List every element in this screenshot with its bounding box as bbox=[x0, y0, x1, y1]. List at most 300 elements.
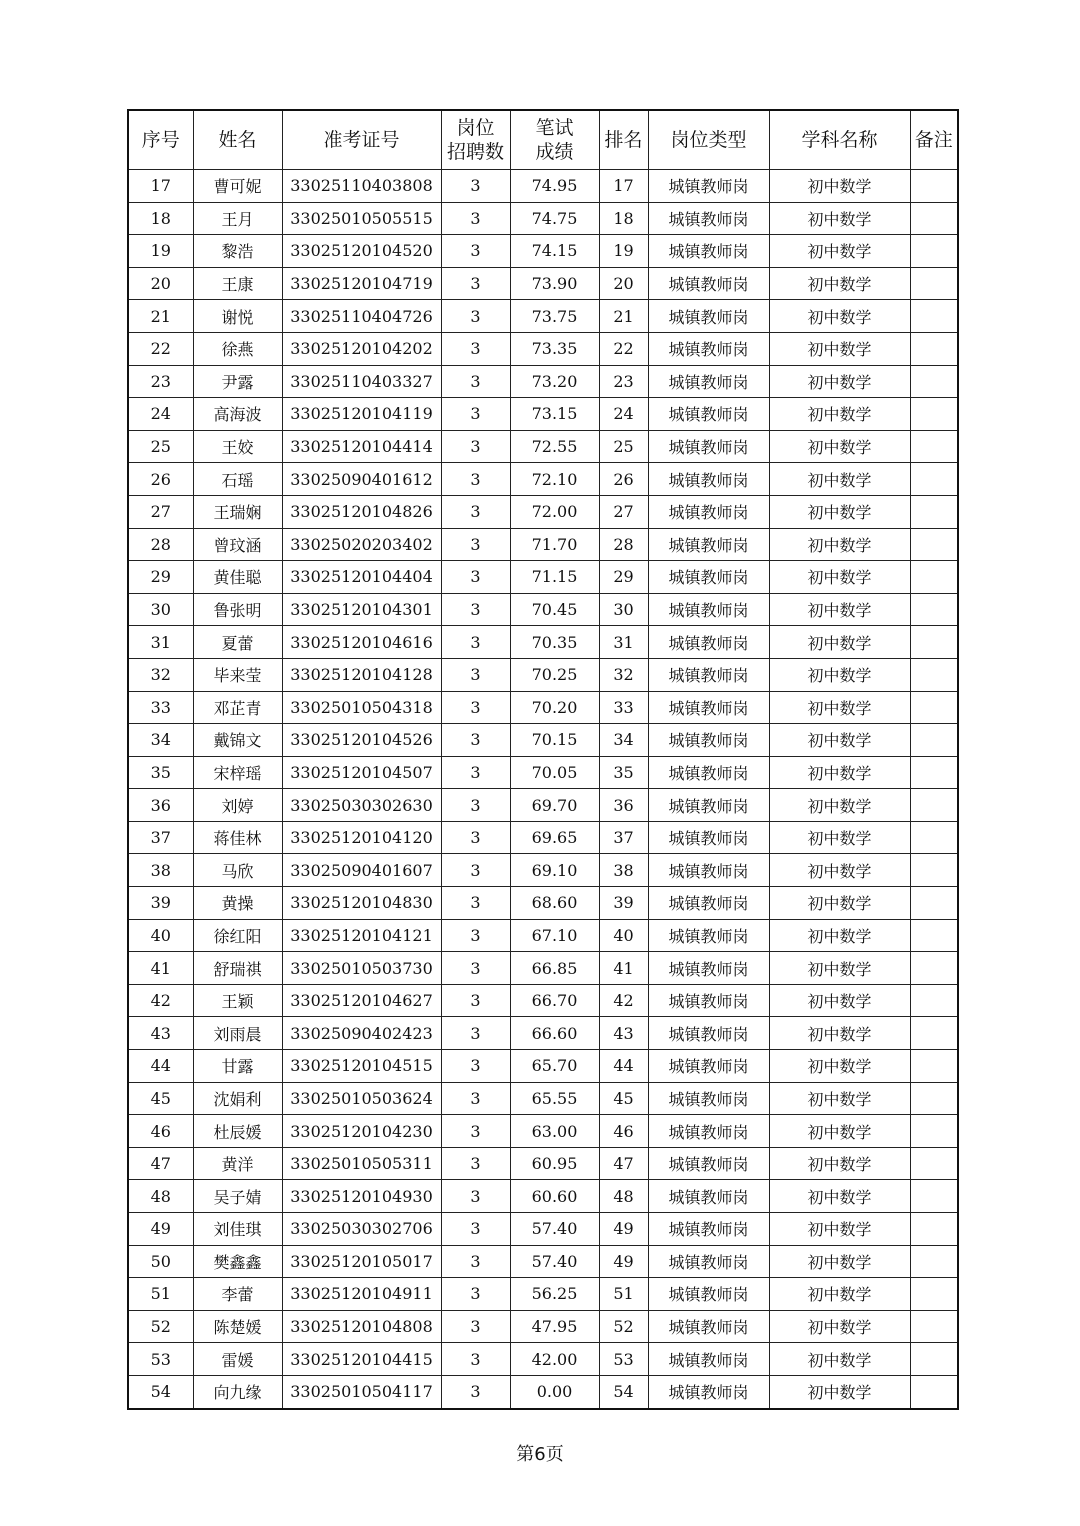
table-row bbox=[128, 170, 958, 203]
table-row bbox=[128, 1343, 958, 1376]
cell-exam-id: 33025110404726 bbox=[282, 300, 441, 333]
cell-subject: 初中数学 bbox=[769, 235, 910, 268]
cell-subject: 初中数学 bbox=[769, 332, 910, 365]
cell-name: 王瑞娴 bbox=[193, 495, 282, 528]
cell-score: 72.10 bbox=[510, 463, 599, 496]
cell-quota: 3 bbox=[441, 365, 510, 398]
cell-name: 李蕾 bbox=[193, 1278, 282, 1311]
cell-seq: 43 bbox=[128, 1017, 193, 1050]
cell-remark bbox=[910, 235, 958, 268]
cell-rank: 30 bbox=[599, 593, 648, 626]
cell-exam-id: 33025120104627 bbox=[282, 984, 441, 1017]
cell-subject: 初中数学 bbox=[769, 1180, 910, 1213]
cell-rank: 53 bbox=[599, 1343, 648, 1376]
cell-subject: 初中数学 bbox=[769, 691, 910, 724]
table-row bbox=[128, 235, 958, 268]
cell-seq: 38 bbox=[128, 854, 193, 887]
cell-seq: 23 bbox=[128, 365, 193, 398]
cell-rank: 49 bbox=[599, 1213, 648, 1246]
table-row bbox=[128, 365, 958, 398]
cell-rank: 36 bbox=[599, 789, 648, 822]
header-quota-line2: 招聘数 bbox=[446, 141, 504, 163]
cell-remark bbox=[910, 1082, 958, 1115]
table-row bbox=[128, 724, 958, 757]
cell-quota: 3 bbox=[441, 561, 510, 594]
cell-post-type: 城镇教师岗 bbox=[648, 430, 769, 463]
cell-name: 舒瑞祺 bbox=[193, 952, 282, 985]
cell-post-type: 城镇教师岗 bbox=[648, 300, 769, 333]
cell-subject: 初中数学 bbox=[769, 1050, 910, 1083]
table-row bbox=[128, 267, 958, 300]
cell-subject: 初中数学 bbox=[769, 463, 910, 496]
cell-subject: 初中数学 bbox=[769, 756, 910, 789]
cell-remark bbox=[910, 1245, 958, 1278]
cell-quota: 3 bbox=[441, 170, 510, 203]
cell-exam-id: 33025120104507 bbox=[282, 756, 441, 789]
cell-subject: 初中数学 bbox=[769, 170, 910, 203]
cell-exam-id: 33025090401607 bbox=[282, 854, 441, 887]
cell-seq: 48 bbox=[128, 1180, 193, 1213]
cell-remark bbox=[910, 984, 958, 1017]
cell-post-type: 城镇教师岗 bbox=[648, 854, 769, 887]
cell-post-type: 城镇教师岗 bbox=[648, 267, 769, 300]
cell-rank: 33 bbox=[599, 691, 648, 724]
cell-subject: 初中数学 bbox=[769, 1213, 910, 1246]
table-row bbox=[128, 756, 958, 789]
cell-exam-id: 33025010504117 bbox=[282, 1375, 441, 1408]
table-row bbox=[128, 1017, 958, 1050]
cell-name: 黄操 bbox=[193, 887, 282, 920]
cell-quota: 3 bbox=[441, 1213, 510, 1246]
cell-seq: 17 bbox=[128, 170, 193, 203]
cell-subject: 初中数学 bbox=[769, 1278, 910, 1311]
cell-remark bbox=[910, 952, 958, 985]
cell-rank: 22 bbox=[599, 332, 648, 365]
cell-post-type: 城镇教师岗 bbox=[648, 1017, 769, 1050]
cell-seq: 40 bbox=[128, 919, 193, 952]
cell-name: 雷媛 bbox=[193, 1343, 282, 1376]
cell-exam-id: 33025120104202 bbox=[282, 332, 441, 365]
cell-remark bbox=[910, 1278, 958, 1311]
cell-exam-id: 33025010504318 bbox=[282, 691, 441, 724]
cell-score: 0.00 bbox=[510, 1375, 599, 1408]
cell-remark bbox=[910, 1375, 958, 1408]
cell-name: 石瑶 bbox=[193, 463, 282, 496]
cell-rank: 23 bbox=[599, 365, 648, 398]
cell-post-type: 城镇教师岗 bbox=[648, 1082, 769, 1115]
cell-remark bbox=[910, 1180, 958, 1213]
cell-exam-id: 33025120104230 bbox=[282, 1115, 441, 1148]
cell-score: 70.25 bbox=[510, 658, 599, 691]
cell-name: 高海波 bbox=[193, 398, 282, 431]
cell-post-type: 城镇教师岗 bbox=[648, 789, 769, 822]
cell-seq: 35 bbox=[128, 756, 193, 789]
cell-remark bbox=[910, 267, 958, 300]
cell-subject: 初中数学 bbox=[769, 1082, 910, 1115]
cell-remark bbox=[910, 626, 958, 659]
cell-subject: 初中数学 bbox=[769, 984, 910, 1017]
cell-remark bbox=[910, 1115, 958, 1148]
cell-remark bbox=[910, 756, 958, 789]
cell-post-type: 城镇教师岗 bbox=[648, 593, 769, 626]
cell-score: 67.10 bbox=[510, 919, 599, 952]
cell-rank: 27 bbox=[599, 495, 648, 528]
cell-remark bbox=[910, 495, 958, 528]
cell-quota: 3 bbox=[441, 821, 510, 854]
cell-score: 68.60 bbox=[510, 887, 599, 920]
table-row bbox=[128, 1245, 958, 1278]
cell-name: 王姣 bbox=[193, 430, 282, 463]
cell-remark bbox=[910, 854, 958, 887]
cell-post-type: 城镇教师岗 bbox=[648, 1245, 769, 1278]
cell-post-type: 城镇教师岗 bbox=[648, 756, 769, 789]
cell-exam-id: 33025120104415 bbox=[282, 1343, 441, 1376]
cell-quota: 3 bbox=[441, 430, 510, 463]
table-row bbox=[128, 300, 958, 333]
cell-seq: 53 bbox=[128, 1343, 193, 1376]
cell-rank: 31 bbox=[599, 626, 648, 659]
cell-seq: 27 bbox=[128, 495, 193, 528]
cell-score: 66.70 bbox=[510, 984, 599, 1017]
cell-seq: 28 bbox=[128, 528, 193, 561]
cell-seq: 31 bbox=[128, 626, 193, 659]
cell-seq: 44 bbox=[128, 1050, 193, 1083]
cell-remark bbox=[910, 691, 958, 724]
cell-post-type: 城镇教师岗 bbox=[648, 1310, 769, 1343]
cell-score: 73.35 bbox=[510, 332, 599, 365]
cell-post-type: 城镇教师岗 bbox=[648, 724, 769, 757]
cell-remark bbox=[910, 170, 958, 203]
table-row bbox=[128, 1310, 958, 1343]
header-score-line2: 成绩 bbox=[535, 141, 574, 163]
cell-post-type: 城镇教师岗 bbox=[648, 332, 769, 365]
cell-subject: 初中数学 bbox=[769, 593, 910, 626]
cell-remark bbox=[910, 919, 958, 952]
cell-seq: 25 bbox=[128, 430, 193, 463]
cell-rank: 42 bbox=[599, 984, 648, 1017]
cell-post-type: 城镇教师岗 bbox=[648, 495, 769, 528]
header-subject: 学科名称 bbox=[769, 110, 910, 170]
header-score-line1: 笔试 bbox=[535, 117, 574, 139]
cell-rank: 41 bbox=[599, 952, 648, 985]
cell-score: 66.60 bbox=[510, 1017, 599, 1050]
cell-post-type: 城镇教师岗 bbox=[648, 821, 769, 854]
cell-post-type: 城镇教师岗 bbox=[648, 984, 769, 1017]
cell-rank: 44 bbox=[599, 1050, 648, 1083]
cell-exam-id: 33025120104515 bbox=[282, 1050, 441, 1083]
cell-exam-id: 33025010505311 bbox=[282, 1147, 441, 1180]
cell-quota: 3 bbox=[441, 202, 510, 235]
cell-seq: 33 bbox=[128, 691, 193, 724]
table-row bbox=[128, 821, 958, 854]
cell-subject: 初中数学 bbox=[769, 1147, 910, 1180]
cell-post-type: 城镇教师岗 bbox=[648, 1278, 769, 1311]
cell-remark bbox=[910, 463, 958, 496]
cell-name: 王月 bbox=[193, 202, 282, 235]
cell-post-type: 城镇教师岗 bbox=[648, 691, 769, 724]
table-row bbox=[128, 430, 958, 463]
cell-subject: 初中数学 bbox=[769, 202, 910, 235]
cell-score: 66.85 bbox=[510, 952, 599, 985]
cell-quota: 3 bbox=[441, 593, 510, 626]
cell-seq: 20 bbox=[128, 267, 193, 300]
table-row bbox=[128, 1147, 958, 1180]
cell-remark bbox=[910, 561, 958, 594]
cell-rank: 18 bbox=[599, 202, 648, 235]
table-row bbox=[128, 658, 958, 691]
table-body bbox=[128, 170, 958, 1409]
cell-post-type: 城镇教师岗 bbox=[648, 528, 769, 561]
cell-subject: 初中数学 bbox=[769, 300, 910, 333]
cell-score: 63.00 bbox=[510, 1115, 599, 1148]
cell-score: 71.15 bbox=[510, 561, 599, 594]
cell-name: 刘婷 bbox=[193, 789, 282, 822]
cell-subject: 初中数学 bbox=[769, 1017, 910, 1050]
cell-remark bbox=[910, 1017, 958, 1050]
cell-score: 74.95 bbox=[510, 170, 599, 203]
cell-score: 70.05 bbox=[510, 756, 599, 789]
cell-score: 69.70 bbox=[510, 789, 599, 822]
table-row bbox=[128, 789, 958, 822]
cell-name: 尹露 bbox=[193, 365, 282, 398]
cell-seq: 22 bbox=[128, 332, 193, 365]
cell-quota: 3 bbox=[441, 984, 510, 1017]
cell-score: 70.15 bbox=[510, 724, 599, 757]
cell-rank: 24 bbox=[599, 398, 648, 431]
cell-seq: 30 bbox=[128, 593, 193, 626]
cell-quota: 3 bbox=[441, 1017, 510, 1050]
cell-quota: 3 bbox=[441, 952, 510, 985]
cell-exam-id: 33025120104301 bbox=[282, 593, 441, 626]
table-row bbox=[128, 202, 958, 235]
cell-subject: 初中数学 bbox=[769, 789, 910, 822]
table-row bbox=[128, 561, 958, 594]
cell-seq: 42 bbox=[128, 984, 193, 1017]
cell-seq: 47 bbox=[128, 1147, 193, 1180]
cell-quota: 3 bbox=[441, 463, 510, 496]
cell-exam-id: 33025120104120 bbox=[282, 821, 441, 854]
cell-subject: 初中数学 bbox=[769, 430, 910, 463]
cell-score: 70.45 bbox=[510, 593, 599, 626]
cell-seq: 24 bbox=[128, 398, 193, 431]
cell-post-type: 城镇教师岗 bbox=[648, 1343, 769, 1376]
cell-subject: 初中数学 bbox=[769, 1245, 910, 1278]
table-row bbox=[128, 854, 958, 887]
cell-exam-id: 33025120104520 bbox=[282, 235, 441, 268]
cell-rank: 40 bbox=[599, 919, 648, 952]
cell-quota: 3 bbox=[441, 658, 510, 691]
header-name: 姓名 bbox=[193, 110, 282, 170]
cell-subject: 初中数学 bbox=[769, 952, 910, 985]
cell-post-type: 城镇教师岗 bbox=[648, 365, 769, 398]
cell-remark bbox=[910, 300, 958, 333]
header-quota-line1: 岗位 bbox=[456, 117, 495, 139]
cell-quota: 3 bbox=[441, 691, 510, 724]
cell-name: 刘佳琪 bbox=[193, 1213, 282, 1246]
cell-score: 73.75 bbox=[510, 300, 599, 333]
cell-name: 马欣 bbox=[193, 854, 282, 887]
cell-name: 沈娟利 bbox=[193, 1082, 282, 1115]
cell-name: 谢悦 bbox=[193, 300, 282, 333]
cell-rank: 34 bbox=[599, 724, 648, 757]
cell-rank: 32 bbox=[599, 658, 648, 691]
header-rank: 排名 bbox=[599, 110, 648, 170]
cell-rank: 21 bbox=[599, 300, 648, 333]
cell-rank: 51 bbox=[599, 1278, 648, 1311]
cell-score: 57.40 bbox=[510, 1245, 599, 1278]
cell-exam-id: 33025120104930 bbox=[282, 1180, 441, 1213]
cell-name: 徐红阳 bbox=[193, 919, 282, 952]
cell-seq: 32 bbox=[128, 658, 193, 691]
cell-exam-id: 33025010503730 bbox=[282, 952, 441, 985]
cell-exam-id: 33025120104830 bbox=[282, 887, 441, 920]
cell-name: 王颖 bbox=[193, 984, 282, 1017]
cell-subject: 初中数学 bbox=[769, 495, 910, 528]
table-row bbox=[128, 691, 958, 724]
cell-rank: 20 bbox=[599, 267, 648, 300]
table-row bbox=[128, 528, 958, 561]
cell-seq: 54 bbox=[128, 1375, 193, 1408]
cell-score: 73.90 bbox=[510, 267, 599, 300]
cell-name: 夏蕾 bbox=[193, 626, 282, 659]
cell-name: 邓芷青 bbox=[193, 691, 282, 724]
cell-score: 65.55 bbox=[510, 1082, 599, 1115]
cell-remark bbox=[910, 1343, 958, 1376]
cell-subject: 初中数学 bbox=[769, 724, 910, 757]
table-row bbox=[128, 919, 958, 952]
cell-remark bbox=[910, 593, 958, 626]
cell-quota: 3 bbox=[441, 1115, 510, 1148]
cell-seq: 26 bbox=[128, 463, 193, 496]
cell-subject: 初中数学 bbox=[769, 1343, 910, 1376]
cell-name: 王康 bbox=[193, 267, 282, 300]
cell-quota: 3 bbox=[441, 789, 510, 822]
table-row bbox=[128, 1213, 958, 1246]
cell-name: 杜辰媛 bbox=[193, 1115, 282, 1148]
table-header-row bbox=[128, 110, 958, 170]
cell-name: 曹可妮 bbox=[193, 170, 282, 203]
cell-post-type: 城镇教师岗 bbox=[648, 463, 769, 496]
cell-score: 47.95 bbox=[510, 1310, 599, 1343]
cell-exam-id: 33025010503624 bbox=[282, 1082, 441, 1115]
cell-remark bbox=[910, 1050, 958, 1083]
cell-exam-id: 33025120104911 bbox=[282, 1278, 441, 1311]
cell-name: 曾玟涵 bbox=[193, 528, 282, 561]
cell-name: 宋梓瑶 bbox=[193, 756, 282, 789]
table-row bbox=[128, 1082, 958, 1115]
cell-quota: 3 bbox=[441, 1245, 510, 1278]
cell-subject: 初中数学 bbox=[769, 658, 910, 691]
cell-score: 60.60 bbox=[510, 1180, 599, 1213]
cell-name: 戴锦文 bbox=[193, 724, 282, 757]
header-exam-id: 准考证号 bbox=[282, 110, 441, 170]
cell-score: 65.70 bbox=[510, 1050, 599, 1083]
cell-quota: 3 bbox=[441, 495, 510, 528]
cell-quota: 3 bbox=[441, 300, 510, 333]
cell-score: 57.40 bbox=[510, 1213, 599, 1246]
cell-rank: 35 bbox=[599, 756, 648, 789]
cell-seq: 52 bbox=[128, 1310, 193, 1343]
cell-rank: 17 bbox=[599, 170, 648, 203]
cell-exam-id: 33025110403327 bbox=[282, 365, 441, 398]
table-row bbox=[128, 463, 958, 496]
cell-score: 74.15 bbox=[510, 235, 599, 268]
cell-post-type: 城镇教师岗 bbox=[648, 887, 769, 920]
cell-name: 甘露 bbox=[193, 1050, 282, 1083]
cell-exam-id: 33025120104404 bbox=[282, 561, 441, 594]
cell-post-type: 城镇教师岗 bbox=[648, 1213, 769, 1246]
cell-score: 73.20 bbox=[510, 365, 599, 398]
cell-subject: 初中数学 bbox=[769, 528, 910, 561]
cell-score: 70.20 bbox=[510, 691, 599, 724]
cell-remark bbox=[910, 887, 958, 920]
cell-seq: 41 bbox=[128, 952, 193, 985]
cell-name: 毕来莹 bbox=[193, 658, 282, 691]
cell-score: 42.00 bbox=[510, 1343, 599, 1376]
cell-name: 黎浩 bbox=[193, 235, 282, 268]
cell-exam-id: 33025020203402 bbox=[282, 528, 441, 561]
header-score bbox=[510, 110, 599, 170]
cell-score: 73.15 bbox=[510, 398, 599, 431]
cell-quota: 3 bbox=[441, 854, 510, 887]
table-row bbox=[128, 984, 958, 1017]
cell-subject: 初中数学 bbox=[769, 267, 910, 300]
cell-post-type: 城镇教师岗 bbox=[648, 952, 769, 985]
cell-name: 刘雨晨 bbox=[193, 1017, 282, 1050]
cell-seq: 49 bbox=[128, 1213, 193, 1246]
cell-seq: 37 bbox=[128, 821, 193, 854]
cell-post-type: 城镇教师岗 bbox=[648, 1375, 769, 1408]
cell-subject: 初中数学 bbox=[769, 365, 910, 398]
cell-rank: 43 bbox=[599, 1017, 648, 1050]
cell-seq: 39 bbox=[128, 887, 193, 920]
cell-name: 陈楚媛 bbox=[193, 1310, 282, 1343]
cell-rank: 47 bbox=[599, 1147, 648, 1180]
table-row bbox=[128, 952, 958, 985]
table-row bbox=[128, 332, 958, 365]
cell-rank: 29 bbox=[599, 561, 648, 594]
cell-quota: 3 bbox=[441, 1375, 510, 1408]
cell-subject: 初中数学 bbox=[769, 1115, 910, 1148]
cell-quota: 3 bbox=[441, 1343, 510, 1376]
cell-quota: 3 bbox=[441, 1278, 510, 1311]
cell-quota: 3 bbox=[441, 267, 510, 300]
cell-rank: 54 bbox=[599, 1375, 648, 1408]
cell-remark bbox=[910, 430, 958, 463]
cell-subject: 初中数学 bbox=[769, 561, 910, 594]
cell-subject: 初中数学 bbox=[769, 398, 910, 431]
cell-post-type: 城镇教师岗 bbox=[648, 1115, 769, 1148]
cell-remark bbox=[910, 1147, 958, 1180]
table-row bbox=[128, 398, 958, 431]
cell-post-type: 城镇教师岗 bbox=[648, 919, 769, 952]
table-row bbox=[128, 495, 958, 528]
cell-seq: 18 bbox=[128, 202, 193, 235]
cell-name: 吴子婧 bbox=[193, 1180, 282, 1213]
cell-remark bbox=[910, 789, 958, 822]
cell-quota: 3 bbox=[441, 626, 510, 659]
cell-exam-id: 33025030302706 bbox=[282, 1213, 441, 1246]
cell-post-type: 城镇教师岗 bbox=[648, 235, 769, 268]
cell-quota: 3 bbox=[441, 398, 510, 431]
results-table bbox=[127, 109, 959, 1410]
cell-exam-id: 33025120104414 bbox=[282, 430, 441, 463]
cell-rank: 46 bbox=[599, 1115, 648, 1148]
cell-post-type: 城镇教师岗 bbox=[648, 1180, 769, 1213]
cell-exam-id: 33025120105017 bbox=[282, 1245, 441, 1278]
cell-subject: 初中数学 bbox=[769, 887, 910, 920]
cell-quota: 3 bbox=[441, 919, 510, 952]
